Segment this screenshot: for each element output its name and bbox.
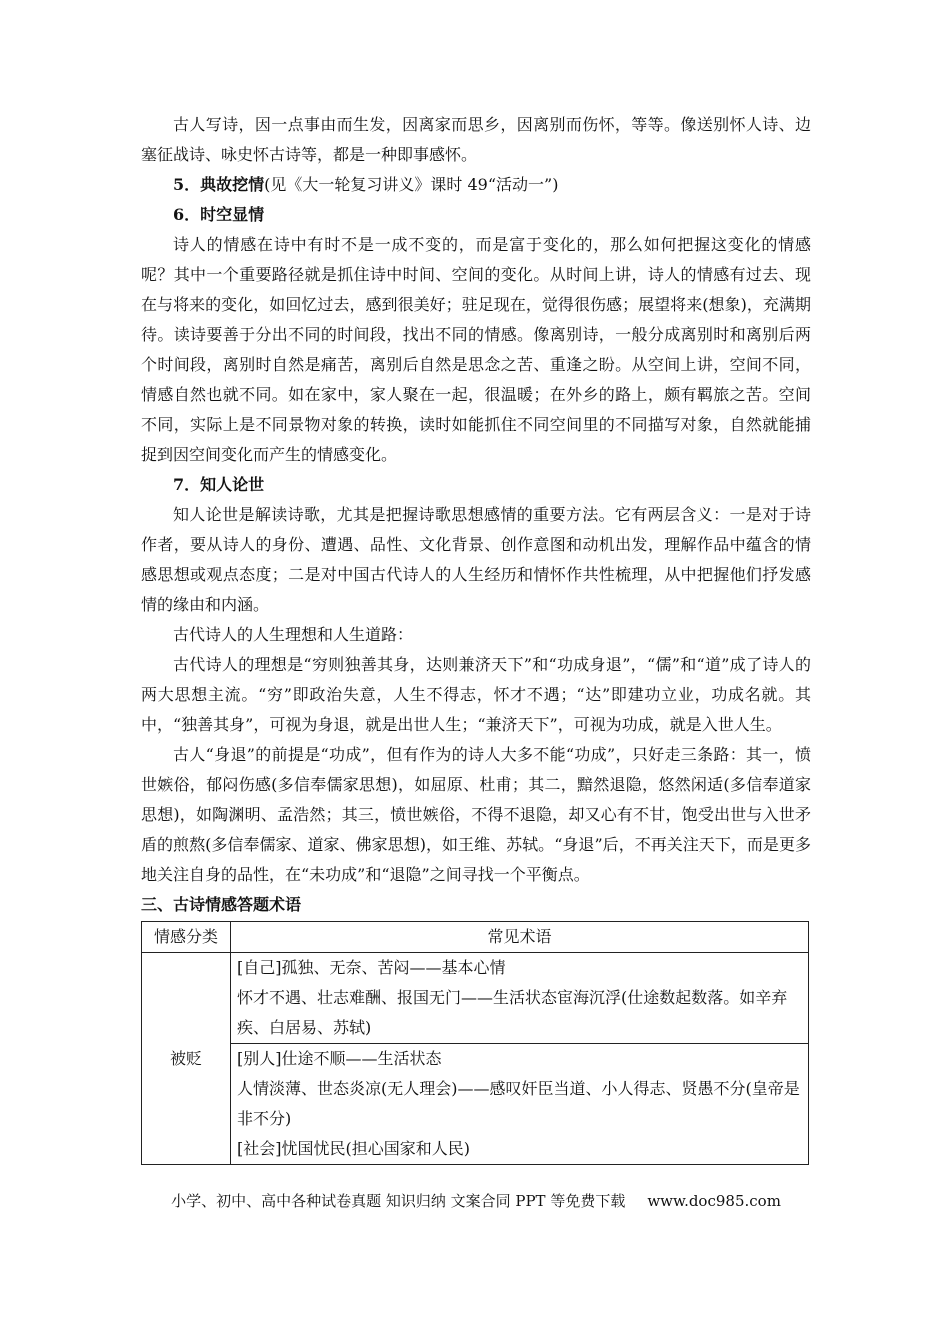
term-line: [社会]忧国忧民(担心国家和人民) (237, 1139, 470, 1158)
heading-5-title: 5．典故挖情 (173, 175, 265, 194)
emotion-terms-table (141, 921, 809, 1165)
table-cell-terms-others (231, 1044, 809, 1165)
table-header-category: 情感分类 (142, 922, 231, 953)
table-header-terms: 常见术语 (231, 922, 809, 953)
paragraph-know-person: 知人论世是解读诗歌，尤其是把握诗歌思想感情的重要方法。它有两层含义：一是对于诗作者，要从诗人的身份、遭遇、品性、文化背景、创作意图和动机出发，理解作品中蕴含的情感思想或观点态度；二是对中国古代诗人的人生经历和情怀作共性梳理，从中把握他们抒发感情的缘由和内涵。 (141, 505, 811, 614)
heading-6 (141, 200, 811, 230)
section-heading-3: 三、古诗情感答题术语 (141, 895, 302, 914)
table-header-row (142, 922, 809, 953)
document-body (141, 110, 811, 1165)
term-line: [别人]仕途不顺——生活状态 (237, 1049, 442, 1068)
paragraph-time-space: 诗人的情感在诗中有时不是一成不变的，而是富于变化的，那么如何把握这变化的情感呢？其中一个重要路径就是抓住诗中时间、空间的变化。从时间上讲，诗人的情感有过去、现在与将来的变化，如回忆过去，感到很美好；驻足现在，觉得很伤感；展望将来(想象)，充满期待。读诗要善于分出不同的时间段，找出不同的情感。像离别诗，一般分成离别时和离别后两个时间段，离别时自然是痛苦，离别后自然是思念之苦、重逢之盼。从空间上讲，空间不同，情感自然也就不同。如在家中，家人聚在一起，很温暖；在外乡的路上，颇有羁旅之苦。空间不同，实际上是不同景物对象的转换，读时如能抓住不同空间里的不同描写对象，自然就能捕捉到因空间变化而产生的情感变化。 (141, 235, 811, 464)
paragraph-life-ideal-intro: 古代诗人的人生理想和人生道路： (173, 625, 414, 644)
term-line: 人情淡薄、世态炎凉(无人理会)——感叹奸臣当道、小人得志、贤愚不分(皇帝是非不分) (237, 1079, 800, 1128)
paragraph-life-ideal: 古代诗人的理想是“穷则独善其身，达则兼济天下”和“功成身退”，“儒”和“道”成了诗人的两大思想主流。“穷”即政治失意，人生不得志，怀才不遇；“达”即建功立业，功成名就。其中，“独善其身”，可视为身退，就是出世人生；“兼济天下”，可视为功成，就是入世人生。 (141, 655, 811, 734)
heading-7 (141, 470, 811, 500)
table-row (142, 953, 809, 1044)
paragraph-occasion: 古人写诗，因一点事由而生发，因离家而思乡，因离别而伤怀，等等。像送别怀人诗、边塞征战诗、咏史怀古诗等，都是一种即事感怀。 (141, 115, 811, 164)
heading-6-title: 6．时空显情 (173, 205, 265, 224)
footer-text: 小学、初中、高中各种试卷真题 知识归纳 文案合同 PPT 等免费下载 (171, 1192, 626, 1210)
term-line: 怀才不遇、壮志难酬、报国无门——生活状态宦海沉浮(仕途数起数落。如辛弃疾、白居易、苏轼) (237, 988, 788, 1037)
table-cell-terms-self (231, 953, 809, 1044)
heading-5-note: (见《大一轮复习讲义》课时 49“活动一”) (264, 175, 559, 194)
table-cell-category: 被贬 (142, 953, 231, 1165)
heading-5 (141, 170, 811, 200)
paragraph-three-paths: 古人“身退”的前提是“功成”，但有作为的诗人大多不能“功成”，只好走三条路：其一，愤世嫉俗，郁闷伤感(多信奉儒家思想)，如屈原、杜甫；其二，黯然退隐，悠然闲适(多信奉道家思想)，如陶渊明、孟浩然；其三，愤世嫉俗，不得不退隐，却又心有不甘，饱受出世与入世矛盾的煎熬(多信奉儒家、道家、佛家思想)，如王维、苏轼。“身退”后，不再关注天下，而是更多地关注自身的品性，在“未功成”和“退隐”之间寻找一个平衡点。 (141, 745, 811, 884)
page-footer (141, 1188, 811, 1214)
table-row (142, 1044, 809, 1165)
term-line: [自己]孤独、无奈、苦闷——基本心情 (237, 958, 506, 977)
footer-url: www.doc985.com (647, 1192, 781, 1210)
heading-7-title: 7．知人论世 (173, 475, 265, 494)
